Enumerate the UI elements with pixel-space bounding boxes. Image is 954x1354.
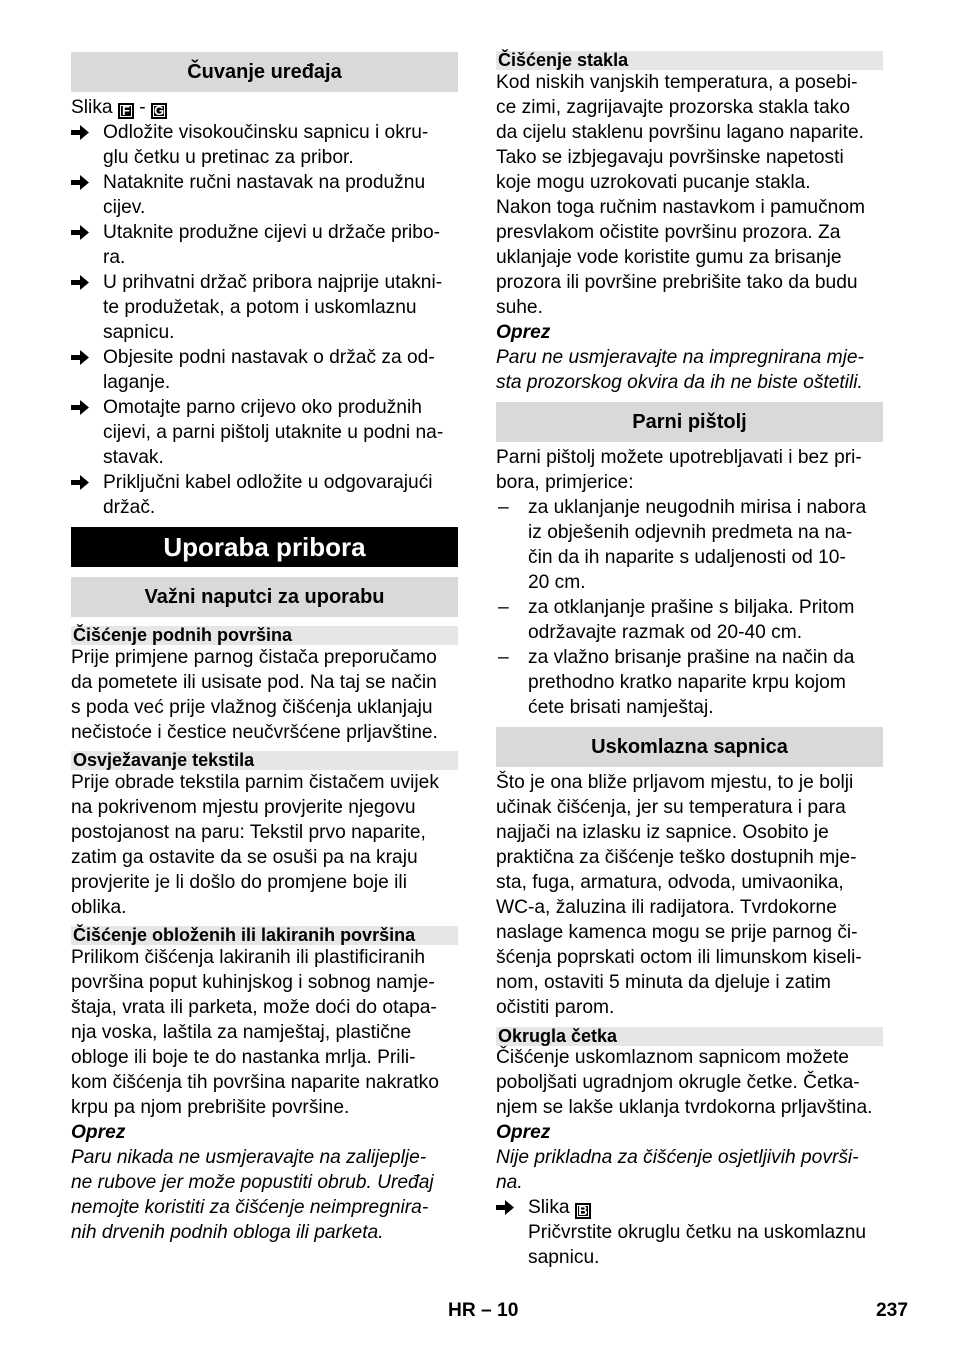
text-line: poboljšati ugradnjom okrugle četke. Četka- [496, 1072, 860, 1093]
bullet-line: U prihvatni držač pribora najprije utakni- [103, 272, 443, 293]
bullet-line: Objesite podni nastavak o držač za od- [103, 347, 435, 368]
figure-separator: - [139, 97, 146, 118]
text-line: nih drvenih podnih obloga ili parketa. [71, 1222, 384, 1243]
list-item-line: za otklanjanje prašine s biljaka. Pritom [528, 597, 855, 618]
text-line: Nije prikladna za čišćenje osjetljivih površi- [496, 1147, 859, 1168]
bullet-line: Priključni kabel odložite u odgovarajući [103, 472, 433, 493]
vazni-naputci-heading: Važni naputci za uporabu [71, 577, 458, 617]
uporaba-heading: Uporaba pribora [71, 527, 458, 567]
bullet-line: cijev. [103, 197, 146, 218]
text-line: WC-a, žaluzina ili radijatora. Tvrdokorne [496, 897, 837, 918]
bullet-line: glu četku u pretinac za pribor. [103, 147, 354, 168]
final-line: sapnicu. [528, 1247, 600, 1268]
text-line: sta, fuga, armatura, odvoda, umivaonika, [496, 872, 844, 893]
figure-g-icon: G [151, 103, 167, 119]
pistolj-heading: Parni pištolj [496, 402, 883, 442]
list-item-line: održavajte razmak od 20-40 cm. [528, 622, 803, 643]
list-item-line: iz obješenih odjevnih predmeta na na- [528, 522, 853, 543]
oprez-label-cetka: Oprez [496, 1122, 551, 1143]
arrow-right-icon [71, 395, 93, 420]
text-line: obloge ili boje te do nastanka mrlja. Prili- [71, 1047, 416, 1068]
arrow-right-icon [71, 120, 93, 145]
text-line: Kod niskih vanjskih temperatura, a posebi- [496, 72, 858, 93]
bullet-line: Nataknite ručni nastavak na produžnu [103, 172, 426, 193]
list-dash: – [498, 647, 509, 668]
bullet-line: sapnicu. [103, 322, 175, 343]
arrow-right-icon [71, 470, 93, 495]
slika-label-b: Slika [528, 1197, 570, 1218]
uskomlazna-heading: Uskomlazna sapnica [496, 727, 883, 767]
bullet-line: držač. [103, 497, 156, 518]
arrow-right-icon [71, 220, 93, 245]
figure-b-icon: B [575, 1203, 591, 1219]
arrow-right-icon [71, 270, 93, 295]
text-line: naslage kamenca mogu se prije parnog či- [496, 922, 858, 943]
text-line: postojanost na paru: Tekstil prvo naparite, [71, 822, 426, 843]
text-line: Prije obrade tekstila parnim čistačem uvijek [71, 772, 439, 793]
bullet-line: Utaknite produžne cijevi u držače pribo- [103, 222, 441, 243]
text-line: uklanjaje vode koristite gumu za brisanje [496, 247, 842, 268]
text-line: učinak čišćenja, jer su temperatura i para [496, 797, 846, 818]
bullet-line: stavak. [103, 447, 164, 468]
text-line: na pokrivenom mjestu provjerite njegovu [71, 797, 416, 818]
text-line: presvlakom očistite površinu prozora. Za [496, 222, 841, 243]
arrow-right-icon [71, 170, 93, 195]
text-line: Tako se izbjegavaju površinske napetosti [496, 147, 844, 168]
text-line: štaja, vrata ili parketa, može doći do otapa- [71, 997, 437, 1018]
bullet-line: laganje. [103, 372, 171, 393]
text-line: nja voska, laštila za namještaj, plastične [71, 1022, 412, 1043]
final-line: Pričvrstite okruglu četku na uskomlaznu [528, 1222, 867, 1243]
text-line: nom, ostaviti 5 minuta da djeluje i zatim [496, 972, 831, 993]
text-line: Što je ona bliže prljavom mjestu, to je bolji [496, 772, 854, 793]
bullet-line: te produžetak, a potom i uskomlaznu [103, 297, 417, 318]
text-line: s poda već prije vlažnog čišćenja uklanjaju [71, 697, 433, 718]
cuvanje-heading: Čuvanje uređaja [71, 52, 458, 92]
figure-reference-b [528, 1195, 591, 1220]
text-line: krpu pa njom prebrišite površine. [71, 1097, 350, 1118]
cetka-heading: Okrugla četka [496, 1027, 883, 1046]
page-number: 237 [876, 1300, 909, 1321]
text-line: ce zimi, zagrijavajte prozorska stakla tako [496, 97, 851, 118]
list-dash: – [498, 597, 509, 618]
figure-reference [71, 95, 167, 120]
text-line: Nakon toga ručnim nastavkom i pamučnom [496, 197, 865, 218]
text-line: suhe. [496, 297, 543, 318]
text-line: Paru nikada ne usmjeravajte na zalijeplje- [71, 1147, 427, 1168]
bullet-line: Omotajte parno crijevo oko produžnih [103, 397, 422, 418]
list-item-line: za uklanjanje neugodnih mirisa i nabora [528, 497, 867, 518]
text-line: kom čišćenja tih površina naparite nakratko [71, 1072, 439, 1093]
tekstil-heading: Osvježavanje tekstila [71, 751, 458, 770]
list-item-line: 20 cm. [528, 572, 586, 593]
text-line: najjači na izlasku iz sapnice. Osobito je [496, 822, 829, 843]
text-line: zatim ga ostavite da se osuši pa na kraju [71, 847, 418, 868]
figure-f-icon: F [118, 103, 134, 119]
oprez-label-stakla: Oprez [496, 322, 551, 343]
text-line: Prilikom čišćenja lakiranih ili plastificiranih [71, 947, 426, 968]
stakla-heading: Čišćenje stakla [496, 51, 883, 70]
bullet-line: ra. [103, 247, 126, 268]
text-line: Paru ne usmjeravajte na impregnirana mje- [496, 347, 864, 368]
text-line: da cijelu staklenu površinu lagano naparite. [496, 122, 865, 143]
list-item-line: ćete brisati namještaj. [528, 697, 714, 718]
text-line: očistiti parom. [496, 997, 615, 1018]
arrow-right-icon [496, 1195, 518, 1220]
arrow-right-icon [71, 345, 93, 370]
text-line: bora, primjerice: [496, 472, 634, 493]
text-line: oblika. [71, 897, 127, 918]
bullet-line: Odložite visokoučinsku sapnicu i okru- [103, 122, 429, 143]
page-label: HR – 10 [448, 1300, 519, 1321]
list-item-line: prethodno kratko naparite krpu kojom [528, 672, 846, 693]
list-item-line: čin da ih naparite s udaljenosti od 10- [528, 547, 846, 568]
text-line: površina poput kuhinjskog i sobnog namje- [71, 972, 435, 993]
text-line: da pometete ili usisate pod. Na taj se način [71, 672, 437, 693]
text-line: koje mogu uzrokovati pucanje stakla. [496, 172, 811, 193]
text-line: nemojte koristiti za čišćenje neimpregnira- [71, 1197, 429, 1218]
text-line: ne rubove jer može popustiti obrub. Uređaj [71, 1172, 434, 1193]
text-line: Prije primjene parnog čistača preporučamo [71, 647, 437, 668]
text-line: šćenja poprskati octom ili limunskom kiseli- [496, 947, 862, 968]
oprez-label-left: Oprez [71, 1122, 126, 1143]
list-dash: – [498, 497, 509, 518]
text-line: nečistoće i čestice neučvršćene prljavštine. [71, 722, 438, 743]
oblozenih-heading: Čišćenje obloženih ili lakiranih površina [71, 926, 458, 945]
text-line: Čišćenje uskomlaznom sapnicom možete [496, 1047, 849, 1068]
text-line: sta prozorskog okvira da ih ne biste oštetili. [496, 372, 863, 393]
text-line: prozora ili površine prebrišite tako da budu [496, 272, 858, 293]
text-line: Parni pištolj možete upotrebljavati i bez pri- [496, 447, 862, 468]
text-line: njem se lakše uklanja tvrdokorna prljavština. [496, 1097, 873, 1118]
text-line: praktična za čišćenje teško dostupnih mje- [496, 847, 857, 868]
slika-label: Slika [71, 97, 113, 118]
podnih-heading: Čišćenje podnih površina [71, 626, 458, 645]
bullet-line: cijevi, a parni pištolj utaknite u podni na- [103, 422, 444, 443]
list-item-line: za vlažno brisanje prašine na način da [528, 647, 855, 668]
text-line: na. [496, 1172, 523, 1193]
text-line: provjerite je li došlo do promjene boje ili [71, 872, 407, 893]
